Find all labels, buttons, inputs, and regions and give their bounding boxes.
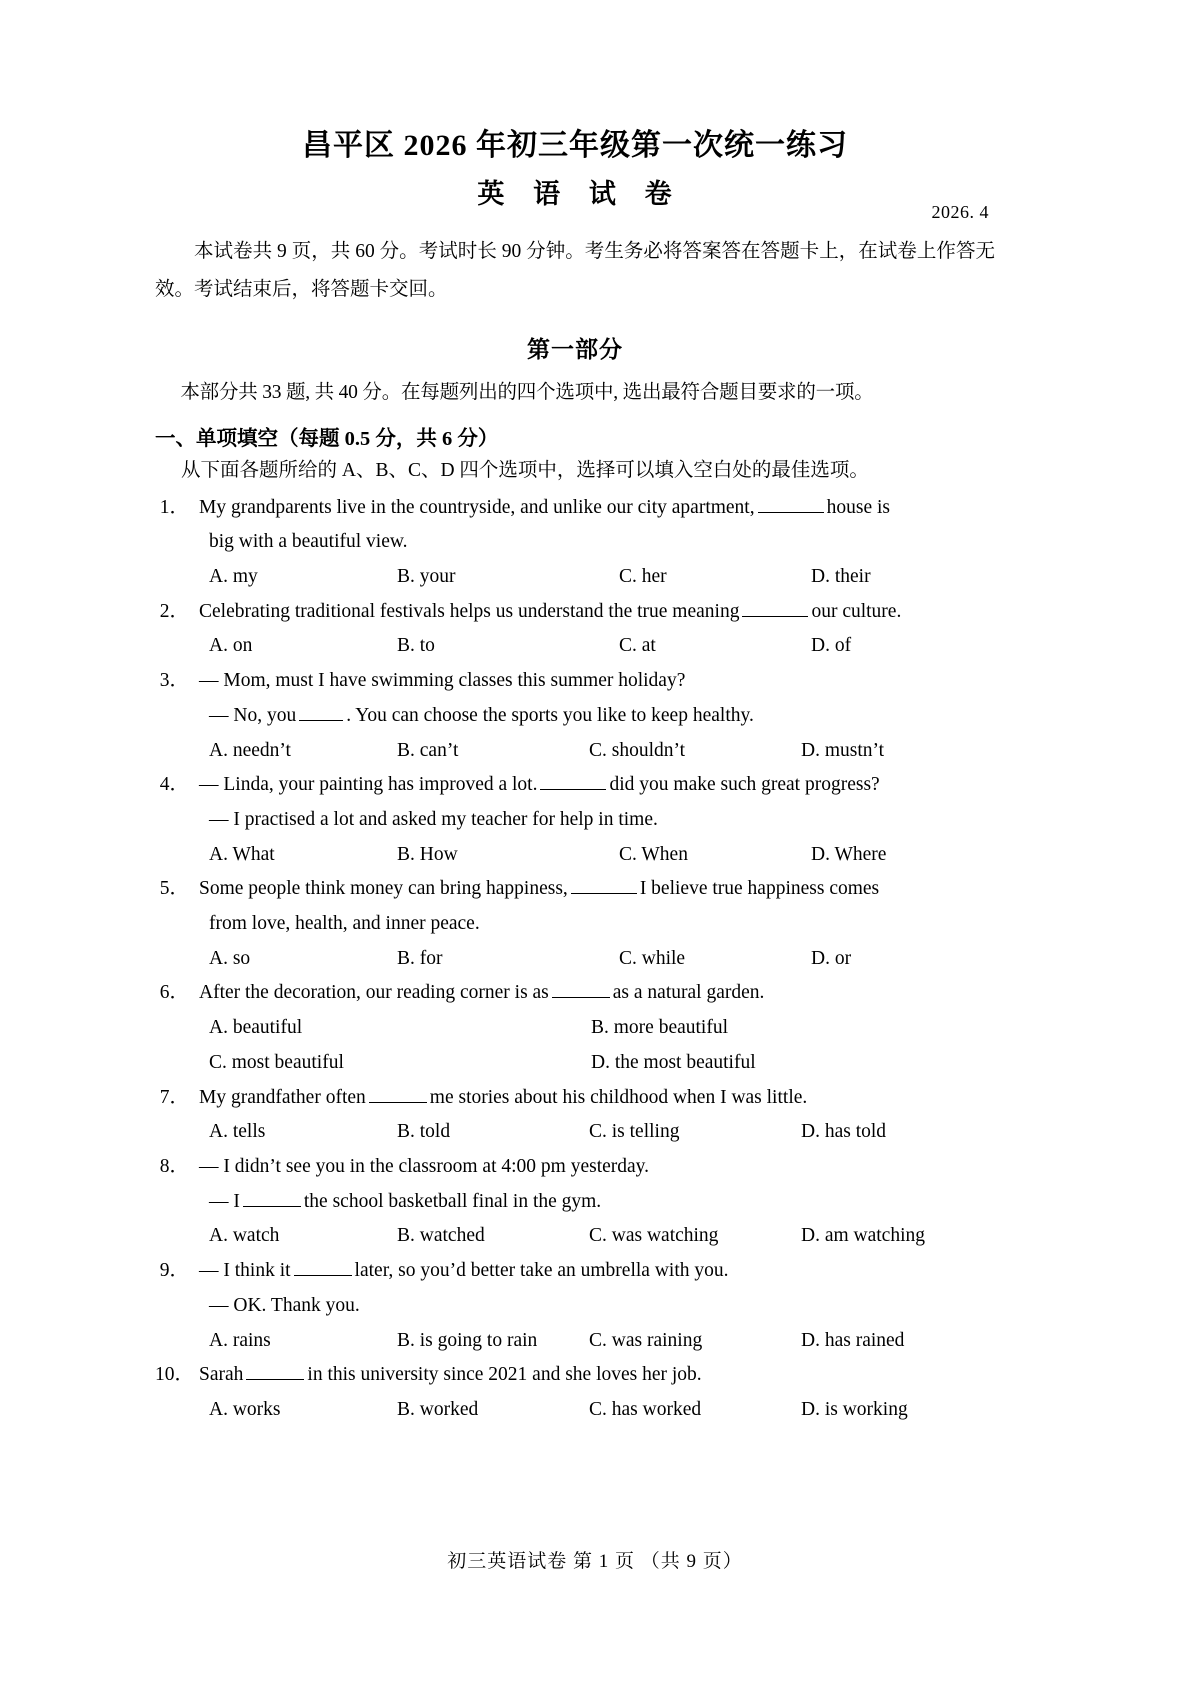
part-description: 本部分共 33 题, 共 40 分。在每题列出的四个选项中, 选出最符合题目要求的一项。 — [180, 381, 874, 403]
answer-blank[interactable] — [369, 1102, 427, 1103]
option-a[interactable]: A. rains — [209, 1329, 271, 1351]
option-c[interactable]: C. was watching — [589, 1225, 719, 1247]
section-instruction: 从下面各题所给的 A、B、C、D 四个选项中，选择可以填入空白处的最佳选项。 — [181, 459, 869, 481]
option-b[interactable]: B. How — [397, 843, 458, 865]
option-b[interactable]: B. told — [397, 1121, 451, 1143]
option-c[interactable]: C. is telling — [589, 1121, 680, 1143]
stem-post: our culture. — [811, 600, 902, 622]
option-b[interactable]: B. your — [397, 566, 456, 588]
option-a[interactable]: A. so — [209, 947, 251, 969]
dialog-post: the school basketball final in the gym. — [303, 1190, 602, 1212]
option-b[interactable]: B. is going to rain — [397, 1329, 538, 1351]
stem-pre: Celebrating traditional festivals helps us understand the true meaning — [199, 600, 740, 622]
option-a[interactable]: A. on — [209, 635, 253, 657]
stem-pre: — Linda, your painting has improved a lot. — [199, 774, 538, 796]
question-number: 9． — [159, 1260, 189, 1282]
question-number: 2． — [159, 600, 189, 622]
question-number: 1． — [159, 496, 189, 518]
option-row — [155, 629, 995, 664]
stem-post: me stories about his childhood when I was little. — [429, 1086, 808, 1108]
option-a[interactable]: A. my — [209, 566, 258, 588]
answer-blank[interactable] — [243, 1206, 301, 1207]
stem-post: did you make such great progress? — [609, 774, 880, 796]
question-stem — [199, 491, 995, 526]
option-c[interactable]: C. was raining — [589, 1329, 703, 1351]
question-number: 6． — [159, 982, 189, 1004]
stem-pre: After the decoration, our reading corner is as — [199, 982, 549, 1004]
question-number: 4． — [159, 774, 189, 796]
question-stem — [199, 976, 995, 1011]
page-title: 昌平区 2026 年初三年级第一次统一练习 — [302, 129, 848, 162]
option-a[interactable]: A. watch — [209, 1225, 280, 1247]
option-c[interactable]: C. while — [619, 947, 686, 969]
answer-blank[interactable] — [758, 512, 824, 513]
stem-post: house is — [826, 496, 890, 518]
question-5 — [155, 872, 995, 976]
question-2 — [155, 595, 995, 664]
question-10 — [155, 1358, 995, 1427]
option-d[interactable]: D. am watching — [801, 1225, 926, 1247]
question-number: 10． — [155, 1364, 195, 1386]
option-b[interactable]: B. watched — [397, 1225, 485, 1247]
option-row — [155, 1115, 995, 1150]
answer-blank[interactable] — [294, 1275, 352, 1276]
stem-pre: My grandparents live in the countryside, and unlike our city apartment, — [199, 496, 755, 518]
question-9 — [155, 1254, 995, 1358]
question-stem — [199, 768, 995, 803]
option-b[interactable]: B. for — [397, 947, 443, 969]
question-number: 3． — [159, 670, 189, 692]
option-b[interactable]: B. more beautiful — [591, 1017, 729, 1039]
option-d[interactable]: D. their — [811, 566, 871, 588]
question-stem: — I didn’t see you in the classroom at 4:00 pm yesterday. — [199, 1156, 650, 1177]
option-c[interactable]: C. has worked — [589, 1398, 702, 1420]
option-row-1 — [155, 1011, 995, 1046]
page-content — [155, 126, 995, 1428]
answer-blank[interactable] — [246, 1379, 304, 1380]
stem-post: as a natural garden. — [612, 982, 765, 1004]
stem-pre: Sarah — [199, 1364, 244, 1386]
question-continuation: — I practised a lot and asked my teacher for help in time. — [209, 808, 658, 830]
option-a[interactable]: A. works — [209, 1398, 281, 1420]
question-number: 5． — [159, 878, 189, 900]
option-row — [155, 1324, 995, 1359]
question-dialog-line — [155, 699, 995, 734]
stem-pre: — I think it — [199, 1260, 291, 1282]
question-3 — [155, 664, 995, 768]
option-d[interactable]: D. has rained — [801, 1329, 905, 1351]
question-continuation: big with a beautiful view. — [209, 531, 408, 553]
subject-title: 英 语 试 卷 — [477, 178, 683, 209]
option-b[interactable]: B. can’t — [397, 739, 459, 761]
exam-date: 2026. 4 — [931, 201, 989, 222]
option-a[interactable]: A. What — [209, 843, 275, 865]
question-stem — [199, 1358, 995, 1393]
stem-pre: My grandfather often — [199, 1086, 366, 1108]
option-row — [155, 1219, 995, 1254]
option-d[interactable]: D. or — [811, 947, 852, 969]
question-stem: — Mom, must I have swimming classes this summer holiday? — [199, 670, 686, 692]
question-8 — [155, 1150, 995, 1254]
question-1 — [155, 491, 995, 595]
option-d[interactable]: D. has told — [801, 1121, 887, 1143]
stem-post: I believe true happiness comes — [639, 878, 880, 900]
option-row — [155, 560, 995, 595]
stem-post: in this university since 2021 and she loves her job. — [307, 1364, 702, 1386]
exam-notice: 本试卷共 9 页，共 60 分。考试时长 90 分钟。考生务必将答案答在答题卡上，在试卷上作答无效。考试结束后，将答题卡交回。 — [155, 240, 995, 300]
option-d[interactable]: D. mustn’t — [801, 739, 885, 761]
dialog-pre: — No, you — [209, 704, 297, 726]
option-c[interactable]: C. at — [619, 635, 656, 657]
question-number: 7． — [159, 1086, 189, 1108]
option-c[interactable]: C. her — [619, 566, 667, 588]
answer-blank[interactable] — [571, 893, 637, 894]
question-dialog-line — [155, 1185, 995, 1220]
option-c[interactable]: C. When — [619, 843, 688, 865]
subtitle-row — [155, 177, 995, 225]
question-4 — [155, 768, 995, 872]
question-stem — [199, 1254, 995, 1289]
question-6 — [155, 976, 995, 1080]
option-a[interactable]: A. needn’t — [209, 739, 291, 761]
stem-pre: Some people think money can bring happiness, — [199, 878, 568, 900]
option-c[interactable]: C. shouldn’t — [589, 739, 686, 761]
page-footer: 初三英语试卷 第 1 页 （共 9 页） — [447, 1551, 743, 1572]
option-d[interactable]: D. is working — [801, 1398, 908, 1420]
part-heading: 第一部分 — [527, 336, 623, 362]
option-row — [155, 942, 995, 977]
answer-blank[interactable] — [552, 997, 610, 998]
answer-blank[interactable] — [299, 720, 343, 721]
option-row — [155, 734, 995, 769]
option-d[interactable]: D. Where — [811, 843, 887, 865]
option-a[interactable]: A. beautiful — [209, 1017, 303, 1039]
option-d[interactable]: D. of — [811, 635, 852, 657]
option-row — [155, 838, 995, 873]
question-stem — [199, 595, 995, 630]
stem-post: later, so you’d better take an umbrella with you. — [354, 1260, 729, 1282]
dialog-post: . You can choose the sports you like to keep healthy. — [346, 704, 754, 726]
question-stem — [199, 872, 995, 907]
dialog-pre: — I — [209, 1190, 240, 1212]
question-continuation: from love, health, and inner peace. — [209, 913, 480, 935]
option-b[interactable]: B. to — [397, 635, 435, 657]
question-number: 8． — [159, 1156, 189, 1177]
question-stem — [199, 1081, 995, 1116]
option-row-2 — [155, 1046, 995, 1081]
answer-blank[interactable] — [540, 789, 606, 790]
answer-blank[interactable] — [742, 616, 808, 617]
section-title: 一、单项填空（每题 0.5 分，共 6 分） — [155, 427, 499, 450]
option-b[interactable]: B. worked — [397, 1398, 479, 1420]
option-a[interactable]: A. tells — [209, 1121, 266, 1143]
option-c[interactable]: C. most beautiful — [209, 1051, 344, 1073]
question-7 — [155, 1081, 995, 1150]
option-d[interactable]: D. the most beautiful — [591, 1051, 756, 1073]
option-row — [155, 1393, 995, 1428]
question-continuation: — OK. Thank you. — [209, 1294, 360, 1316]
